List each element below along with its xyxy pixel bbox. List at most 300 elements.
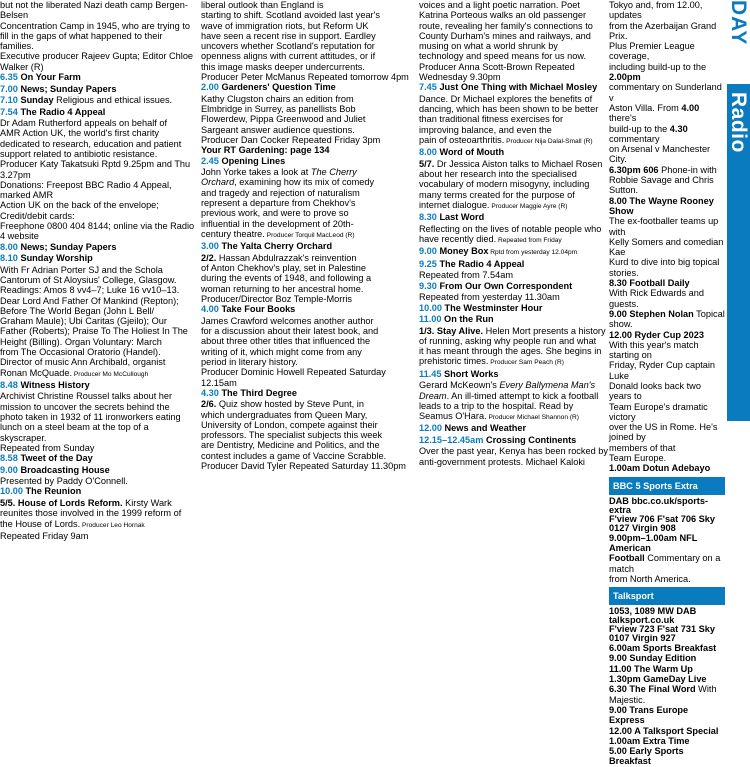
programme-heading: 1.30pm GameDay Live bbox=[609, 674, 707, 685]
listing-text: commentary bbox=[609, 133, 660, 144]
listing-text: mission to uncover the secrets behind the bbox=[0, 401, 170, 412]
programme-heading: 9.00 Trans Europe Express bbox=[609, 704, 689, 726]
programme-heading bbox=[0, 486, 196, 498]
programme-heading bbox=[0, 72, 196, 84]
station-info: DAB bbc.co.uk/sports-extra bbox=[609, 495, 709, 515]
programme-heading bbox=[0, 107, 196, 119]
column-3 bbox=[419, 0, 611, 467]
day-label: DAY bbox=[727, 0, 750, 46]
listing-text: but not the liberated Nazi death camp Bergen-Belsen bbox=[0, 0, 188, 21]
listing-text bbox=[609, 330, 725, 340]
listing-text: Helen Mort presents a history bbox=[483, 325, 606, 336]
listing-text bbox=[609, 196, 725, 217]
episode-number: 5/5. bbox=[0, 497, 18, 508]
listing-text: vocabulary of modern misogyny, including bbox=[419, 179, 590, 190]
episode-title: Stay Alive. bbox=[436, 325, 484, 336]
listing-text: With Rick Edwards and guests. bbox=[609, 288, 704, 309]
listing-text bbox=[609, 553, 725, 574]
listing-text: influential in the development of 20th- bbox=[201, 218, 354, 229]
listing-text: dedicated to research, education and patient bbox=[0, 138, 182, 149]
listing-text: starting to shift. Scotland avoided last year's bbox=[201, 10, 380, 21]
section-band bbox=[727, 0, 750, 421]
station-header-talksport: Talksport bbox=[609, 587, 725, 605]
programme-heading: 6.30pm 606 bbox=[609, 164, 659, 175]
listing-text bbox=[419, 380, 611, 390]
station-info: F'view 706 F'sat 706 Sky 0127 Virgin 908 bbox=[609, 513, 716, 533]
programme-heading: 9.00pm–1.00am NFL American bbox=[609, 532, 698, 553]
listing-text: route, revealing her family's connections to bbox=[419, 20, 593, 31]
programme-time: 7.10 bbox=[0, 95, 21, 106]
programme-heading bbox=[0, 453, 196, 465]
listing-title-italic: The Cherry bbox=[310, 167, 357, 178]
programme-title: Crossing Continents bbox=[485, 434, 577, 445]
programme-title: Tweet of the Day bbox=[20, 453, 93, 464]
listing-text: about her research into the specialised bbox=[419, 169, 577, 180]
listing-text: Hassan Abdulrazzak's reinvention bbox=[218, 252, 357, 263]
listing-credit: Producer David Tyler Repeated Saturday 11.30pm bbox=[201, 461, 406, 472]
listing-text: commentary on Sunderland v bbox=[609, 82, 722, 103]
listing-text: woman returning to her ancestral home. bbox=[201, 283, 364, 294]
programme-time: 10.00 bbox=[0, 486, 26, 497]
programme-time: 8.58 bbox=[0, 453, 21, 464]
programme-title: Last Word bbox=[439, 212, 485, 223]
listing-text: represent a departure from Chekhov's bbox=[201, 198, 356, 209]
listing-text: from the Azerbaijan Grand Prix. bbox=[609, 20, 717, 41]
listing-text: and tragedy and rejection of naturalism bbox=[201, 187, 360, 198]
programme-time: 8.48 bbox=[0, 379, 21, 390]
listing-text bbox=[609, 746, 725, 767]
listing-text bbox=[609, 684, 725, 705]
programme-heading: 8.30 Football Daily bbox=[609, 278, 690, 289]
listing-text bbox=[201, 229, 409, 241]
listing-text: build-up to the bbox=[609, 123, 670, 134]
programme-time: 12.00 bbox=[419, 423, 445, 434]
listing-credit: Rptd from yesterday 12.04pm bbox=[488, 249, 578, 257]
listing-text: Your RT Gardening: page 134 bbox=[201, 145, 330, 156]
listing-text bbox=[201, 177, 409, 187]
listing-text: Quiz show hosted by Steve Punt, in bbox=[218, 399, 364, 410]
listing-text bbox=[201, 167, 409, 177]
listing-text: previous work, and were to prove so bbox=[201, 208, 349, 219]
programme-title: Just One Thing with Michael Mosley bbox=[439, 82, 598, 93]
listing-text: Tokyo and, from 12.00, updates bbox=[609, 0, 703, 21]
programme-heading bbox=[201, 82, 409, 94]
listing-text: University of London, compete against their bbox=[201, 419, 378, 430]
station-info: F'view 723 F'sat 731 Sky 0107 Virgin 927 bbox=[609, 624, 716, 644]
programme-heading bbox=[201, 156, 409, 168]
programme-heading bbox=[419, 303, 611, 315]
listing-text: Seamus O'Hara. bbox=[419, 411, 487, 422]
listing-credit: Action UK on the back of the envelope; Credit/debit cards: bbox=[0, 200, 159, 221]
programme-time: 8.10 bbox=[0, 253, 21, 264]
listing-credit: Producer Torquil MacLeod (R) bbox=[264, 231, 355, 239]
sports-extra-listings bbox=[609, 533, 725, 584]
listing-text: over the US in Rome. He's joined by bbox=[609, 422, 718, 443]
listing-text bbox=[609, 309, 725, 330]
programme-heading: 8.00 The Wayne Rooney Show bbox=[609, 195, 714, 216]
programme-title: News; Sunday Papers bbox=[20, 241, 117, 252]
programme-heading: 6.30 The Final Word bbox=[609, 684, 696, 695]
listing-text bbox=[609, 165, 725, 175]
programme-note: Religious and ethical issues. bbox=[53, 95, 173, 106]
listing-text: Robbie Savage and Chris Sutton. bbox=[609, 175, 714, 196]
listing-text: Plus Premier League coverage, bbox=[609, 41, 695, 62]
programme-time: 8.00 bbox=[0, 241, 21, 252]
listing-text: fill in the gaps of what happened to their families. bbox=[0, 30, 163, 52]
listing-text: Dance. Dr Michael explores the benefits of bbox=[419, 93, 593, 104]
listing-text bbox=[419, 200, 611, 212]
programme-title: On Your Farm bbox=[20, 72, 81, 83]
listing-credit: Donations: Freepost BBC Radio 4 Appeal, marked AMR bbox=[0, 179, 172, 201]
column-2 bbox=[201, 0, 409, 472]
listing-text: Height (Billing). Organ Voluntary: March bbox=[0, 336, 162, 347]
listing-credit: Producer Leo Hornak bbox=[80, 521, 145, 529]
programme-title: Sunday Worship bbox=[20, 253, 93, 264]
listing-text bbox=[609, 463, 725, 473]
listing-text: uncovers whether Scotland's reputation for bbox=[201, 41, 375, 52]
listing-credit: Repeated from 7.54am bbox=[419, 270, 513, 281]
listing-text: With Majestic. bbox=[609, 684, 717, 705]
programme-time: 2.00 bbox=[201, 82, 222, 93]
listing-credit: Producer Anna Scott-Brown Repeated Wednesday 9.30pm bbox=[419, 61, 575, 83]
listing-credit: Repeated Friday 9am bbox=[0, 530, 89, 541]
listing-text bbox=[609, 653, 725, 663]
programme-heading: 5.00 Early Sports Breakfast bbox=[609, 746, 684, 767]
programme-heading: 12.00 A Talksport Special bbox=[609, 725, 719, 736]
programme-heading: 12.00 Ryder Cup 2023 bbox=[609, 329, 704, 340]
episode-line bbox=[419, 159, 611, 169]
listing-credit: Executive producer Rajeev Gupta; Editor Chloe Walker (R) bbox=[0, 51, 194, 72]
bbc5-live-listings bbox=[609, 0, 725, 474]
programme-time: 7.54 bbox=[0, 106, 21, 117]
listing-text: Dr Adam Rutherford appeals on behalf of bbox=[0, 118, 168, 129]
episode-number: 2/6. bbox=[201, 399, 219, 410]
listing-text: have seen a recent rise in support. Eardley bbox=[201, 30, 376, 41]
listing-text: Elmbridge in Surrey, as panellists Bob bbox=[201, 104, 356, 115]
programme-heading: 11.00 The Warm Up bbox=[609, 663, 693, 674]
programme-heading bbox=[419, 423, 611, 435]
listing-credit: Producer Mo McCullough bbox=[72, 370, 149, 378]
listing-text: Kurd to dive into big topical stories. bbox=[609, 257, 720, 278]
programme-title: Short Works bbox=[444, 368, 499, 379]
listing-text: than traditional fitness exercises for bbox=[419, 114, 564, 125]
listing-title-italic: Every Ballymena Man's bbox=[499, 380, 596, 391]
listing-text bbox=[0, 519, 196, 531]
listing-credit: Producer Dan Cocker Repeated Friday 3pm bbox=[201, 135, 381, 146]
listing-text: AMR Action UK, the world's first charity bbox=[0, 128, 160, 139]
programme-title: Broadcasting House bbox=[20, 464, 110, 475]
programme-heading: 4.00 bbox=[681, 102, 700, 113]
programme-heading bbox=[201, 388, 409, 400]
listing-text: dancing, which has been shown to be better bbox=[419, 104, 599, 115]
listing-text: have recently died. bbox=[419, 234, 497, 245]
programme-title: The Radio 4 Appeal bbox=[20, 106, 106, 117]
listing-text: musing on what a world shrunk by bbox=[419, 41, 558, 52]
programme-title: Witness History bbox=[20, 379, 90, 390]
listing-text: many terms created for the purpose of bbox=[419, 189, 575, 200]
listing-text: Friday, Ryder Cup captain Luke bbox=[609, 360, 716, 381]
episode-line bbox=[201, 253, 409, 263]
listing-text: are Dentistry, Medicine and Politics, and the bbox=[201, 440, 380, 451]
listing-text: writing of it, which might come from any bbox=[201, 346, 362, 357]
programme-title: The Radio 4 Appeal bbox=[439, 258, 525, 269]
listing-title-italic: Orchard bbox=[201, 177, 235, 188]
listing-credit: Producer Peter McManus Repeated tomorrow 4pm bbox=[201, 72, 409, 83]
programme-heading: 2.00pm bbox=[609, 72, 641, 83]
programme-time: 8.30 bbox=[419, 212, 440, 223]
listing-text bbox=[0, 368, 196, 380]
listing-text: Commentary on a match bbox=[609, 553, 721, 574]
listing-text: of Anton Chekhov's play, set in Palestine bbox=[201, 263, 367, 274]
listing-text: liberal outlook than England is bbox=[201, 0, 324, 10]
programme-heading: 9.00 Stephen Nolan bbox=[609, 308, 694, 319]
programme-heading bbox=[201, 241, 409, 253]
programme-heading: 4.30 bbox=[669, 123, 688, 134]
station-header-sports-extra: BBC 5 Sports Extra bbox=[609, 477, 725, 495]
programme-title: The Yalta Cherry Orchard bbox=[221, 241, 333, 252]
listing-text: there's bbox=[609, 113, 637, 124]
listing-text: professors. The specialist subjects this week bbox=[201, 430, 383, 441]
listing-text: for a discussion about their latest book, and bbox=[201, 326, 379, 337]
listing-title-italic: Dream bbox=[419, 390, 447, 401]
listing-text: Director of music Ann Archibald, organist bbox=[0, 357, 166, 368]
listing-text: Katrina Porteous walks an old passenger bbox=[419, 10, 587, 21]
programme-time: 11.00 bbox=[419, 314, 445, 325]
programme-title: Take Four Books bbox=[221, 304, 296, 315]
listing-text: during the events of 1948, and following a bbox=[201, 273, 372, 284]
listing-text: photo taken in 1932 of 11 ironworkers eating bbox=[0, 412, 181, 422]
programme-heading bbox=[419, 259, 611, 271]
listing-text: , examining how its mix of comedy bbox=[234, 177, 375, 188]
listing-text: leads to a trip to the hospital. Read by bbox=[419, 400, 574, 411]
listing-text: Readings: Amos 8 vv4–7; Luke 16 vv10–13. bbox=[0, 285, 180, 296]
listing-text bbox=[609, 124, 725, 145]
listing-text: Sargeant answer audience questions. bbox=[201, 124, 355, 135]
listing-text bbox=[419, 234, 611, 246]
listing-text bbox=[419, 135, 611, 147]
programme-heading bbox=[0, 253, 196, 265]
listing-text: County Durham's mines and railways, and bbox=[419, 30, 591, 41]
listing-text: The ex-footballer teams up with bbox=[609, 216, 719, 237]
programme-time: 11.45 bbox=[419, 368, 445, 379]
programme-heading bbox=[419, 82, 611, 94]
listing-credit: Repeated from Friday bbox=[496, 237, 562, 245]
programme-heading bbox=[0, 95, 196, 107]
talksport-listings bbox=[609, 643, 725, 767]
listing-text: this image masks deeper undercurrents. bbox=[201, 61, 365, 72]
programme-time: 12.15–12.45am bbox=[419, 434, 486, 445]
listing-text: improving balance, and even the bbox=[419, 124, 552, 135]
listing-credit: Repeated from yesterday 11.30am bbox=[419, 292, 560, 303]
listing-text bbox=[419, 411, 611, 423]
listing-text bbox=[609, 726, 725, 736]
listing-text: wave of immigration riots, but Reform UK bbox=[201, 20, 369, 31]
programme-heading bbox=[419, 246, 611, 259]
listing-text: Kathy Clugston chairs an edition from bbox=[201, 93, 354, 104]
listing-text: it has meant through the ages. She begins in bbox=[419, 346, 602, 357]
listing-credit: Repeated from Sunday bbox=[0, 442, 95, 453]
episode-line bbox=[0, 498, 196, 508]
listing-credit: Freephone 0800 404 8144; online via the Radio 4 website bbox=[0, 221, 195, 242]
listing-text bbox=[609, 736, 725, 746]
programme-time: 4.30 bbox=[201, 387, 222, 398]
listing-text bbox=[609, 62, 725, 83]
programme-time: 9.25 bbox=[419, 258, 440, 269]
listing-text: Kelly Somers and comedian Kae bbox=[609, 236, 724, 258]
episode-title: House of Lords Reform. bbox=[17, 497, 123, 508]
listing-text: reunites those involved in the 1999 reform of bbox=[0, 508, 182, 519]
listing-text: voices and a light poetic narration. Poet bbox=[419, 0, 580, 10]
listing-credit: Producer Dominic Howell Repeated Saturday 12.15am bbox=[201, 367, 386, 388]
listing-text bbox=[609, 674, 725, 684]
listing-text: internet dialogue. bbox=[419, 200, 490, 211]
programme-title: Word of Mouth bbox=[439, 147, 505, 158]
listing-text: With this year's match starting on bbox=[609, 339, 699, 361]
listing-text: about three other titles that influenced the bbox=[201, 336, 371, 347]
programme-heading bbox=[419, 281, 611, 293]
station-info: 1053, 1089 MW DAB talksport.co.uk bbox=[609, 606, 697, 626]
column-1 bbox=[0, 0, 196, 541]
programme-heading bbox=[419, 369, 611, 381]
listing-text bbox=[609, 278, 725, 288]
listing-text: Team Europe's dramatic victory bbox=[609, 401, 708, 422]
listing-text: Phone-in with bbox=[658, 164, 717, 175]
programme-heading bbox=[201, 304, 409, 316]
programme-title: Opening Lines bbox=[221, 155, 286, 166]
listing-credit: Producer Michael Shannon (R) bbox=[486, 414, 579, 422]
programme-time: 7.00 bbox=[0, 83, 21, 94]
listing-text: members of that bbox=[609, 442, 676, 453]
listing-credit: Producer Sam Peach (R) bbox=[488, 359, 564, 367]
listing-text: prehistoric times. bbox=[419, 356, 489, 367]
listing-text: anti-government protests. Michael Kaloki bbox=[419, 456, 585, 467]
listing-text: Before The World Began (John L Bell/ bbox=[0, 305, 155, 316]
listing-text: Ronan McQuade. bbox=[0, 367, 73, 378]
listing-text: Cantorum of St Aloysius' College, Glasgow. bbox=[0, 274, 177, 285]
listing-text: on Arsenal v Manchester City. bbox=[609, 144, 711, 165]
listing-text bbox=[609, 533, 725, 554]
listing-text: Gerard McKeown's bbox=[419, 380, 500, 391]
listing-text: Concentration Camp in 1945, who are trying to bbox=[0, 20, 190, 31]
programme-title: The Reunion bbox=[25, 486, 82, 497]
programme-title: On the Run bbox=[444, 314, 494, 325]
programme-heading bbox=[419, 314, 611, 326]
programme-title: News and Weather bbox=[444, 423, 527, 434]
programme-time: 6.35 bbox=[0, 72, 21, 83]
listing-text: from North America. bbox=[609, 573, 691, 584]
episode-line bbox=[201, 399, 409, 409]
listing-text bbox=[609, 103, 725, 124]
programme-heading: 1.00am Dotun Adebayo bbox=[609, 463, 711, 474]
listing-text: the House of Lords. bbox=[0, 518, 81, 529]
listing-text: John Yorke takes a look at bbox=[201, 167, 311, 178]
listing-text bbox=[609, 643, 725, 653]
listing-text: Over the past year, Kenya has been rocked by bbox=[419, 446, 608, 457]
listing-text: Topical show. bbox=[609, 308, 725, 330]
listing-text: Donald looks back two years to bbox=[609, 380, 701, 402]
listing-credit: Producer Nija Dalal-Small (R) bbox=[504, 138, 593, 146]
listing-text: Presented by Paddy O'Connell. bbox=[0, 476, 128, 487]
programme-time: 3.00 bbox=[201, 241, 222, 252]
section-label: Radio bbox=[727, 92, 750, 153]
programme-title: Gardeners' Question Time bbox=[221, 82, 336, 93]
listing-text: Flowerdew, Pippa Greenwood and Juliet bbox=[201, 114, 366, 125]
programme-time: 4.00 bbox=[201, 304, 222, 315]
listing-text: Dear Lord And Father Of Mankind (Repton); bbox=[0, 295, 179, 306]
listing-text: support related to antibiotic resistance. bbox=[0, 148, 158, 159]
listing-text: With Fr Adrian Porter SJ and the Schola bbox=[0, 264, 163, 275]
listing-text: period in literary history. bbox=[201, 356, 298, 367]
programme-time: 7.45 bbox=[419, 82, 440, 93]
listing-text: Reflecting on the lives of notable people who bbox=[419, 223, 602, 234]
listing-text bbox=[609, 705, 725, 726]
programme-time: 9.30 bbox=[419, 280, 440, 291]
programme-time: 2.45 bbox=[201, 155, 222, 166]
programme-heading: 1.00am Extra Time bbox=[609, 735, 690, 746]
column-4 bbox=[609, 0, 725, 767]
episode-number: 1/3. bbox=[419, 325, 437, 336]
listing-text bbox=[419, 356, 611, 368]
listing-text: openness aligns with current attitudes, or if bbox=[201, 51, 376, 62]
listing-credit: Producer/Director Boz Temple-Morris bbox=[201, 293, 352, 304]
listing-text: of running, asking why people run and what bbox=[419, 335, 597, 346]
programme-title: The Third Degree bbox=[221, 387, 297, 398]
programme-heading bbox=[419, 147, 611, 159]
listing-text: contest includes a game of Vaccine Scrabble. bbox=[201, 450, 387, 461]
listing-text: including build-up to the bbox=[609, 61, 707, 72]
listing-text bbox=[419, 391, 611, 401]
listing-credit: Producer Katy Takatsuki Rptd 9.25pm and Thu 3.27pm bbox=[0, 159, 191, 180]
listing-text bbox=[609, 664, 725, 674]
listing-text: James Crawford welcomes another author bbox=[201, 315, 374, 326]
programme-time: 10.00 bbox=[419, 302, 445, 313]
listing-text: pain of osteoarthritis. bbox=[419, 135, 505, 146]
programme-heading bbox=[0, 84, 196, 96]
programme-heading: 9.00 Sunday Edition bbox=[609, 653, 697, 664]
listing-text: Father (Roberts); Praise To The Holiest In The bbox=[0, 326, 188, 337]
listing-text: Graham Maule); Ubi Caritas (Gjeilo); Our bbox=[0, 316, 167, 327]
listing-credit: Producer Maggie Ayre (R) bbox=[489, 203, 568, 211]
programme-heading bbox=[419, 435, 611, 447]
programme-title: Sunday bbox=[20, 95, 54, 106]
programme-title: News; Sunday Papers bbox=[20, 83, 117, 94]
programme-heading bbox=[419, 212, 611, 224]
programme-time: 9.00 bbox=[0, 464, 21, 475]
listing-text: Dr Jessica Aiston talks to Michael Rosen bbox=[436, 158, 603, 169]
episode-number: 2/2. bbox=[201, 252, 219, 263]
programme-heading: 6.00am Sports Breakfast bbox=[609, 643, 717, 654]
programme-time: 9.00 bbox=[419, 246, 440, 257]
listing-text: . An ill-timed attempt to kick a football bbox=[446, 390, 599, 401]
listing-text: century theatre. bbox=[201, 228, 265, 239]
listing-text: which undergraduates from Queen Mary, bbox=[201, 409, 368, 420]
programme-heading: Football bbox=[609, 553, 645, 564]
programme-heading bbox=[0, 380, 196, 392]
episode-number: 5/7. bbox=[419, 158, 437, 169]
listing-text: Archivist Christine Roussel talks about her bbox=[0, 391, 173, 402]
programme-heading bbox=[0, 242, 196, 254]
programme-title: The Westminster Hour bbox=[444, 302, 543, 313]
listing-text: from The Occasional Oratorio (Handel). bbox=[0, 347, 161, 358]
programme-heading bbox=[0, 465, 196, 477]
listing-text: lunch on a steel beam at the top of a skyscraper. bbox=[0, 422, 149, 443]
listing-text: Aston Villa. From bbox=[609, 102, 682, 113]
programme-time: 8.00 bbox=[419, 147, 440, 158]
programme-title: Money Box bbox=[439, 246, 489, 257]
listing-text: Team Europe. bbox=[609, 453, 667, 464]
episode-line bbox=[419, 326, 611, 336]
listing-text: technology and speed means for us now. bbox=[419, 51, 587, 62]
